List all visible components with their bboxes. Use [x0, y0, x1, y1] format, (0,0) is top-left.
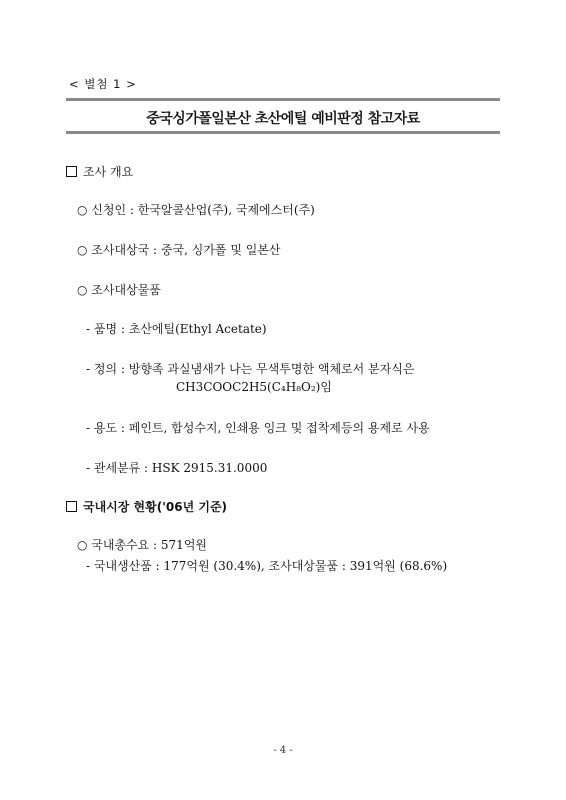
product-name-item: - 품명 : 초산에틸(Ethyl Acetate) [86, 322, 267, 336]
attachment-label: < 별첨 1 > [69, 77, 137, 91]
section-market-title: 국내시장 현황('06년 기준) [83, 500, 228, 514]
checkbox-square-icon [66, 501, 77, 512]
section-overview-heading [66, 163, 133, 180]
demand-item: ○ 국내총수요 : 571억원 [77, 538, 208, 552]
title-rule-top [66, 98, 500, 101]
usage-item: - 용도 : 페인트, 합성수지, 인쇄용 잉크 및 접착제등의 용제로 사용 [86, 421, 430, 435]
definition-line-1: - 정의 : 방향족 과실냄새가 나는 무색투명한 액체로서 분자식은 [86, 362, 415, 376]
checkbox-square-icon [66, 166, 77, 177]
breakdown-item: - 국내생산품 : 177억원 (30.4%), 조사대상물품 : 391억원 (68.6%) [86, 559, 448, 573]
section-overview-title: 조사 개요 [83, 165, 134, 179]
applicant-item: ○ 신청인 : 한국알콜산업(주), 국제에스터(주) [77, 203, 315, 217]
title-rule-bottom [66, 131, 500, 134]
products-heading: ○ 조사대상물품 [77, 283, 161, 297]
hs-code-item: - 관세분류 : HSK 2915.31.0000 [86, 461, 268, 475]
definition-line-2: CH3COOC2H5(C₄H₈O₂)임 [176, 380, 332, 394]
page-title: 중국싱가폴일본산 초산에틸 예비판정 참고자료 [146, 111, 420, 127]
page-number: - 4 - [273, 745, 293, 756]
countries-item: ○ 조사대상국 : 중국, 싱가폴 및 일본산 [77, 243, 281, 257]
section-market-heading [66, 498, 227, 515]
